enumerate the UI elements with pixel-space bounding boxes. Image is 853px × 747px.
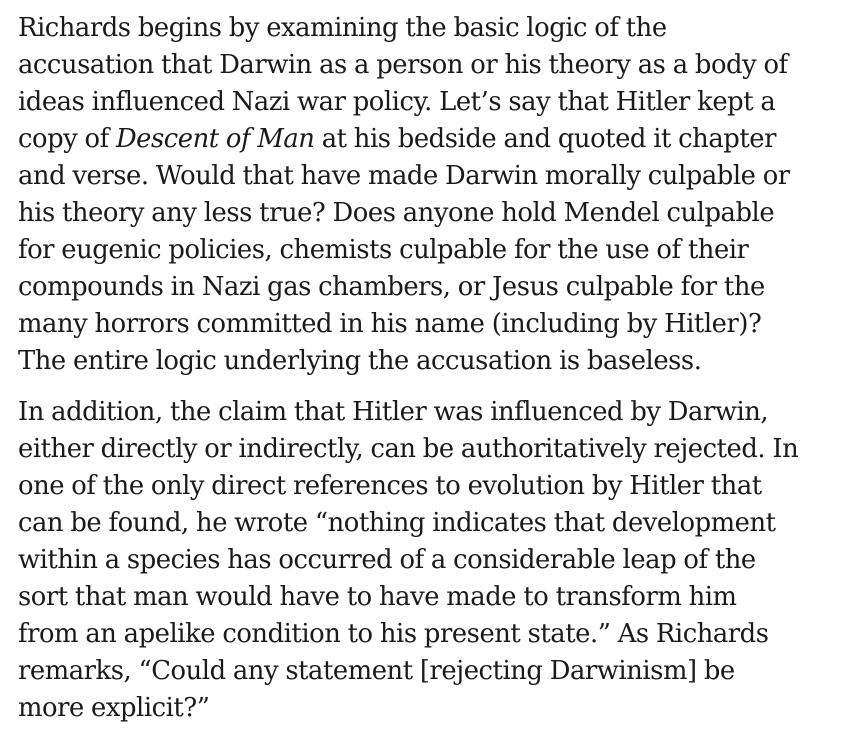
text-line: within a species has occurred of a considerable leap of the: [18, 545, 756, 575]
paragraph-hitler-evolution-quote: [18, 394, 843, 727]
text-line: one of the only direct references to evolution by Hitler that: [18, 471, 762, 501]
text-line: and verse. Would that have made Darwin morally culpable or: [18, 161, 790, 191]
text-line: many horrors committed in his name (including by Hitler)?: [18, 309, 762, 339]
text-segment: at his bedside and quoted it chapter: [314, 124, 776, 154]
text-line: for eugenic policies, chemists culpable for the use of their: [18, 235, 749, 265]
book-title-descent-of-man: Descent of Man: [115, 124, 315, 154]
text-line: The entire logic underlying the accusation is baseless.: [18, 346, 702, 376]
text-line: ideas influenced Nazi war policy. Let’s say that Hitler kept a: [18, 87, 776, 117]
text-line: more explicit?”: [18, 693, 210, 723]
text-line: sort that man would have to have made to transform him: [18, 582, 737, 612]
text-line: Richards begins by examining the basic logic of the: [18, 13, 667, 43]
text-line: his theory any less true? Does anyone hold Mendel culpable: [18, 198, 775, 228]
text-line: [18, 121, 843, 158]
text-segment: copy of: [18, 124, 116, 154]
text-line: compounds in Nazi gas chambers, or Jesus culpable for the: [18, 272, 765, 302]
text-line: accusation that Darwin as a person or his theory as a body of: [18, 50, 788, 80]
text-line: from an apelike condition to his present state.” As Richards: [18, 619, 769, 649]
paragraph-darwin-accusation-logic: [18, 10, 843, 380]
text-line: either directly or indirectly, can be authoritatively rejected. In: [18, 434, 799, 464]
text-line: In addition, the claim that Hitler was influenced by Darwin,: [18, 397, 769, 427]
text-line: can be found, he wrote “nothing indicates that development: [18, 508, 776, 538]
text-line: remarks, “Could any statement [rejecting Darwinism] be: [18, 656, 735, 686]
